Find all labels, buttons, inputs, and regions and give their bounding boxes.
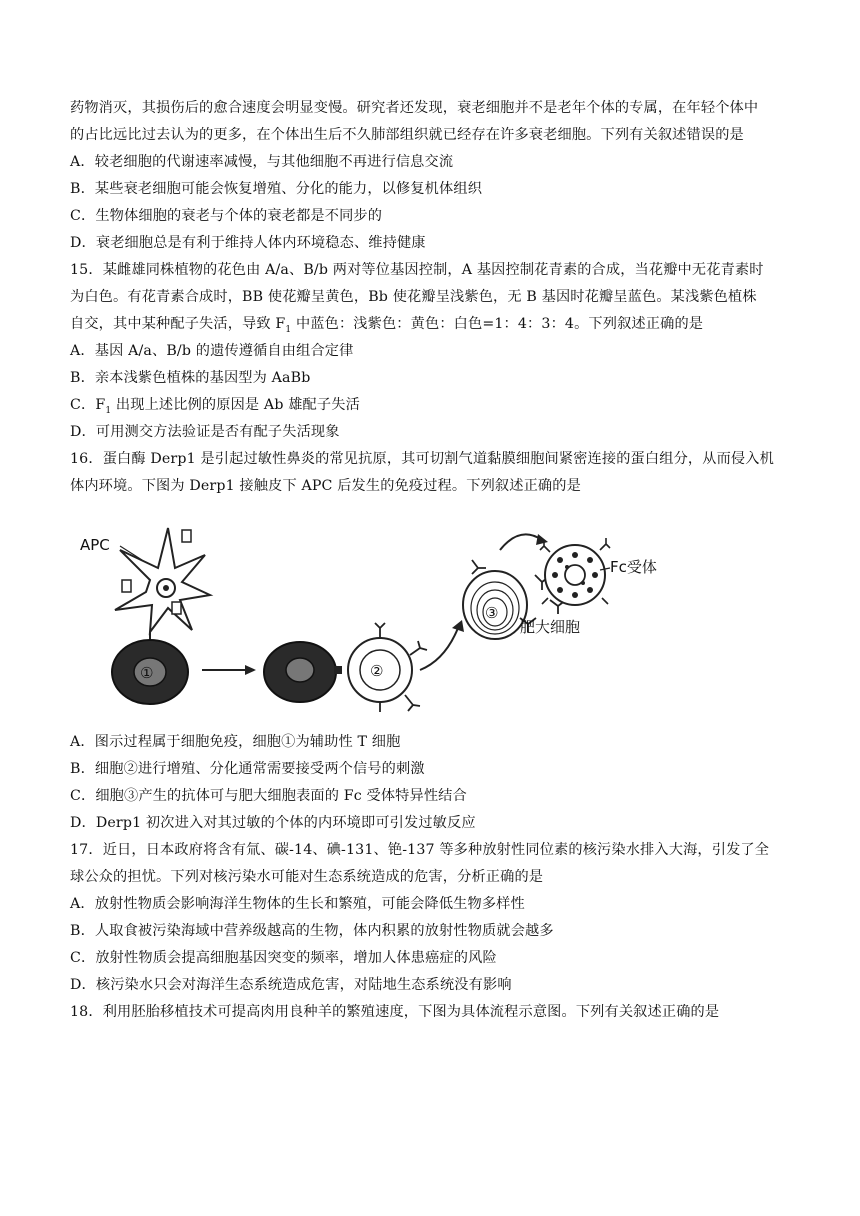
- q17-option-a: A．放射性物质会影响海洋生物体的生长和繁殖，可能会降低生物多样性: [70, 896, 525, 912]
- q16-option-a: A．图示过程属于细胞免疫，细胞①为辅助性 T 细胞: [70, 734, 401, 750]
- q15-stem-line3-post: 中蓝色：浅紫色：黄色：白色=1：4：3：4。下列叙述正确的是: [291, 316, 704, 332]
- q14-option-d: D．衰老细胞总是有利于维持人体内环境稳态、维持健康: [70, 235, 426, 251]
- q15-stem-line3-pre: 自交，其中某种配子失活，导致 F: [70, 316, 286, 332]
- q17-option-d: D．核污染水只会对海洋生态系统造成危害，对陆地生态系统没有影响: [70, 977, 512, 993]
- q15-option-c-post: 出现上述比例的原因是 Ab 雄配子失活: [111, 397, 360, 413]
- immune-process-figure: [80, 520, 657, 710]
- q14-stem-line2: 的占比远比过去认为的更多，在个体出生后不久肺部组织就已经存在许多衰老细胞。下列有关叙述错误的是: [70, 127, 744, 143]
- q14-option-b: B．某些衰老细胞可能会恢复增殖、分化的能力，以修复机体组织: [70, 181, 483, 197]
- cell-1: [112, 640, 188, 704]
- cell-3: [463, 571, 527, 639]
- mast-cell-label: 肥大细胞: [520, 618, 581, 636]
- cell-3-label: ③: [485, 604, 499, 622]
- apc-cell: [115, 528, 210, 652]
- q15-stem-line1: 15．某雌雄同株植物的花色由 A/a、B/b 两对等位基因控制，A 基因控制花青素的合成，当花瓣中无花青素时: [70, 262, 764, 278]
- cell-2-label: ②: [370, 662, 384, 680]
- q17-option-b: B．人取食被污染海域中营养级越高的生物，体内积累的放射性物质就会越多: [70, 923, 554, 939]
- q16-option-b: B．细胞②进行增殖、分化通常需要接受两个信号的刺激: [70, 761, 425, 777]
- fc-receptor-label: Fc受体: [610, 558, 657, 576]
- q15-option-a: A．基因 A/a、B/b 的遗传遵循自由组合定律: [70, 343, 354, 359]
- q14-stem-line1: 药物消灭，其损伤后的愈合速度会明显变慢。研究者还发现，衰老细胞并不是老年个体的专属，在年轻个体中: [70, 100, 759, 116]
- cell-1-label: ①: [140, 664, 154, 682]
- q15-option-c: [70, 395, 800, 421]
- q14-option-c: C．生物体细胞的衰老与个体的衰老都是不同步的: [70, 208, 383, 224]
- q15-stem-line3-sub: 1: [285, 324, 292, 335]
- apc-label: APC: [80, 536, 110, 554]
- q16-stem-line2: 体内环境。下图为 Derp1 接触皮下 APC 后发生的免疫过程。下列叙述正确的是: [70, 478, 581, 494]
- q16-option-c: C．细胞③产生的抗体可与肥大细胞表面的 Fc 受体特异性结合: [70, 788, 467, 804]
- q16-stem-line1: 16．蛋白酶 Derp1 是引起过敏性鼻炎的常见抗原，其可切割气道黏膜细胞间紧密连接的蛋白组分，从而侵入机: [70, 451, 774, 467]
- q15-option-c-sub: 1: [105, 405, 112, 416]
- q15-option-d: D．可用测交方法验证是否有配子失活现象: [70, 424, 340, 440]
- q15-option-b: B．亲本浅紫色植株的基因型为 AaBb: [70, 370, 311, 386]
- q15-option-c-pre: C．F: [70, 397, 106, 413]
- q14-option-a: A．较老细胞的代谢速率减慢，与其他细胞不再进行信息交流: [70, 154, 454, 170]
- q15-stem-line2: 为白色。有花青素合成时，BB 使花瓣呈黄色，Bb 使花瓣呈浅紫色，无 B 基因时花瓣呈蓝色。某浅紫色植株: [70, 289, 757, 305]
- q17-stem-line1: 17．近日，日本政府将含有氚、碳-14、碘-131、铯-137 等多种放射性同位素的核污染水排入大海，引发了全: [70, 842, 770, 858]
- cell-1-bound: [264, 642, 342, 702]
- cell-2: [348, 623, 427, 712]
- mast-cell: [540, 538, 610, 605]
- q17-option-c: C．放射性物质会提高细胞基因突变的频率，增加人体患癌症的风险: [70, 950, 497, 966]
- q16-option-d: D．Derp1 初次进入对其过敏的个体的内环境即可引发过敏反应: [70, 815, 476, 831]
- q17-stem-line2: 球公众的担忧。下列对核污染水可能对生态系统造成的危害，分析正确的是: [70, 869, 544, 885]
- q18-stem-line1: 18．利用胚胎移植技术可提高肉用良种羊的繁殖速度，下图为具体流程示意图。下列有关叙述正确的是: [70, 1004, 720, 1020]
- q15-stem-line3: [70, 314, 800, 340]
